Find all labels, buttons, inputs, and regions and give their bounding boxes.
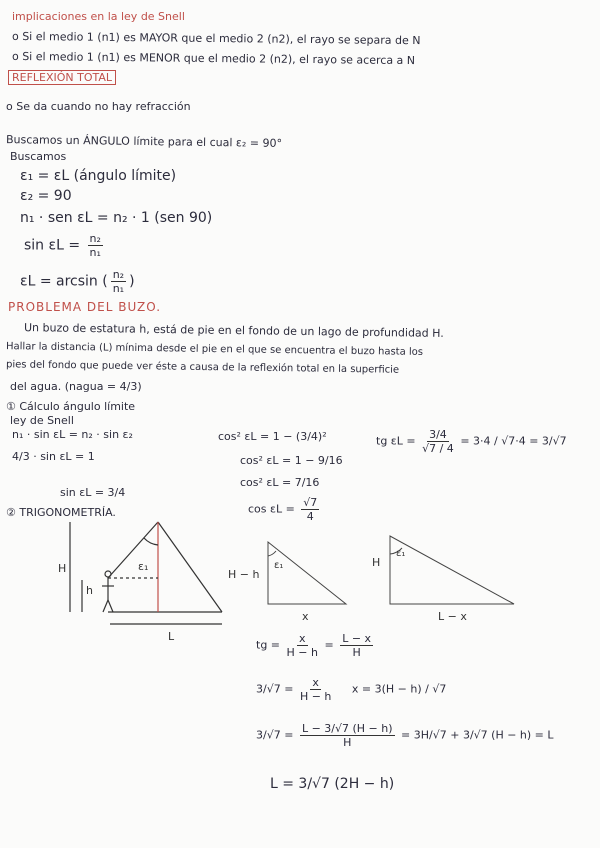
step3-row-1: tg = $\frac{x}{H - h}$ = $\frac{L - x}{H}$ [256, 632, 372, 659]
eq-epsilon-1: ε₁ = εL (ángulo límite) [20, 168, 177, 184]
eq-epsilon-2: ε₂ = 90 [20, 188, 72, 204]
eq-arcsin-num: n₂ [112, 268, 125, 281]
section1-title: implicaciones en la ley de Snell [12, 10, 185, 23]
eq-sin-limit-den: n₁ [89, 246, 101, 259]
step3-row-2-rhs: x = 3(H − h) / √7 [351, 682, 447, 696]
step1-eq-1: n₁ · sin εL = n₂ · sin ε₂ [12, 428, 133, 441]
step1-cos-1: cos² εL = 1 − (3/4)² [218, 430, 327, 443]
step3-row-3-den: H [343, 736, 352, 749]
problem-title: PROBLEMA DEL BUZO. [8, 300, 162, 314]
step1-tan-num: 3/4 [429, 428, 447, 441]
step3-row-3-lhs: 3/√7 = [256, 728, 294, 742]
problem-line-2: Hallar la distancia (L) mínima desde el pie en el que se encuentra el buzo hasta los [5, 341, 424, 358]
triangle-2-side-label: H − h [228, 568, 260, 581]
step3-row-1-frac-a [287, 632, 318, 659]
step1-cos-3: cos² εL = 7/16 [240, 476, 320, 489]
label-e1: ε₁ [138, 560, 149, 573]
step1-cos-4-den: 4 [306, 510, 314, 523]
step3-row-2-num: x [312, 676, 319, 689]
eq-arcsin-den: n₁ [112, 282, 125, 295]
step1-cos-4-lhs: cos εL = [248, 502, 295, 516]
step3-row-2-lhs: 3/√7 = [256, 682, 294, 696]
triangle-2-base-label: x [302, 610, 309, 623]
problem-line-3: pies del fondo que puede ver éste a causa de la reflexión total en la superficie [5, 359, 400, 376]
section2-buscamos: Buscamos [10, 150, 67, 163]
diver-leg-right [108, 600, 113, 612]
step3-row-1-a-num: x [298, 632, 306, 645]
triangle-3 [390, 536, 514, 604]
triangle-2-angle-label: ε₁ [274, 560, 284, 571]
step3-row-3: 3/√7 = $\frac{L - 3/√7 (H - h)}{H}$ = 3H/√7 + 3/√7 (H − h) = L [256, 722, 554, 749]
label-H: H [58, 562, 67, 575]
step3-row-1-lhs: tg = [256, 638, 281, 652]
eq-sin-limit-lhs: sin εL = [24, 237, 81, 254]
eq-arcsin: εL = arcsin ( $\frac{\text{n₂}}{\text{n₁}}$ ) [20, 268, 135, 295]
triangle-3-angle-label: ε₁ [396, 548, 406, 559]
step1-eq-3: sin εL = 3/4 [60, 486, 126, 499]
main-diagram [70, 522, 222, 624]
step3-row-1-frac-b [340, 632, 373, 659]
triangle-2 [268, 542, 346, 604]
diver-head [105, 571, 111, 577]
step1-cos-4-num: √7 [303, 496, 318, 509]
eq-sin-limit-num: n₂ [89, 232, 101, 245]
step1-cos-2: cos² εL = 1 − 9/16 [240, 454, 343, 467]
eq-snell-limit: n₁ · sen εL = n₂ · 1 (sen 90) [20, 210, 213, 226]
angle-arc [144, 538, 158, 545]
triangle-3-base-label: L − x [438, 610, 467, 623]
step3-row-3-num: L − 3/√7 (H − h) [301, 722, 393, 735]
step3-row-1-b-num: L − x [342, 632, 372, 645]
step3-row-2-fraction [300, 676, 331, 703]
step3-row-1-b-den: H [352, 646, 361, 659]
step3-row-2 [256, 676, 446, 703]
diver-leg-left [103, 600, 108, 612]
section2-line-2: Buscamos un ÁNGULO límite para el cual ε₂ = 90° [5, 133, 283, 150]
ray-incident [108, 522, 158, 578]
step1-subtitle: ley de Snell [10, 414, 74, 427]
step3-row-3-rhs: 3H/√7 + 3/√7 (H − h) = L [413, 728, 554, 742]
step3-row-1-a-den: H − h [286, 646, 318, 659]
problem-line-1: Un buzo de estatura h, está de pie en el fondo de un lago de profundidad H. [23, 321, 444, 340]
step1-eq-2: 4/3 · sin εL = 1 [12, 450, 95, 463]
section1-bullet-1: o Si el medio 1 (n1) es MAYOR que el medio 2 (n2), el rayo se separa de N [11, 29, 421, 48]
ray-reflected [158, 522, 222, 612]
label-h: h [86, 584, 93, 597]
step3-row-2-den: H − h [299, 690, 332, 703]
step1-tan-rhs: = 3·4 / √7·4 = 3/√7 [460, 434, 567, 448]
label-L: L [168, 630, 175, 643]
section1-bullet-2: o Si el medio 1 (n1) es MENOR que el medio 2 (n2), el rayo se acerca a N [11, 49, 416, 68]
section2-title: REFLEXIÓN TOTAL [8, 70, 116, 85]
step3-result: L = 3/√7 (2H − h) [270, 776, 395, 792]
step1-title: ① Cálculo ángulo límite [6, 400, 136, 413]
eq-arcsin-lhs: εL = arcsin [20, 273, 98, 290]
step2-title: ② TRIGONOMETRÍA. [6, 506, 116, 519]
section2-line-1: o Se da cuando no hay refracción [6, 100, 191, 113]
triangle-3-side-label: H [372, 556, 381, 569]
step1-tan-lhs: tg εL = [376, 434, 416, 448]
problem-line-4: del agua. (nagua = 4/3) [10, 380, 142, 393]
step3-row-3-fraction [300, 722, 395, 749]
step1-tan-den: √7 / 4 [422, 442, 454, 455]
